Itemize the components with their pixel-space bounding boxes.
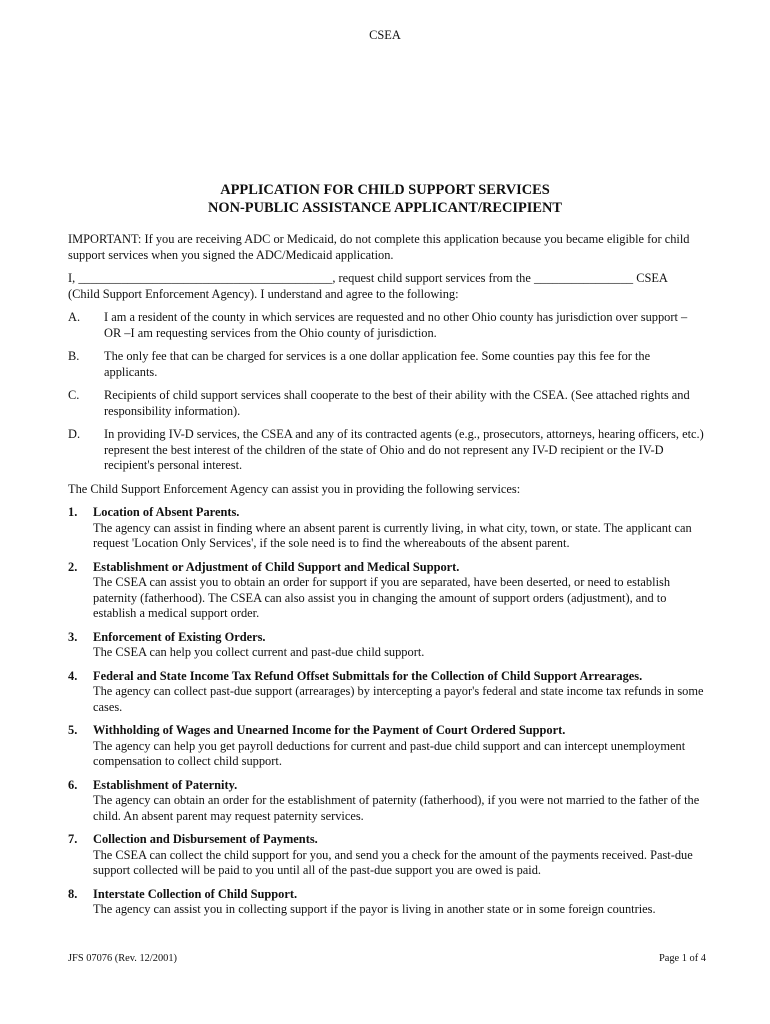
service-text: The agency can obtain an order for the establishment of paternity (fatherhood), if you were not married to the father of the child. An absent parent may request paternity services. — [93, 793, 700, 823]
service-item — [68, 669, 704, 716]
service-content — [93, 723, 704, 770]
service-text: The CSEA can help you collect current and past-due child support. — [93, 645, 425, 659]
condition-letter: A. — [68, 310, 81, 324]
request-line-2: (Child Support Enforcement Agency). I understand and agree to the following: — [68, 286, 459, 301]
services-intro: The Child Support Enforcement Agency can assist you in providing the following services: — [68, 481, 521, 496]
document-body — [68, 232, 704, 926]
service-heading: Enforcement of Existing Orders. — [93, 629, 266, 644]
condition-item — [68, 349, 704, 380]
service-heading: Establishment of Paternity. — [93, 777, 238, 792]
service-heading: Withholding of Wages and Unearned Income for the Payment of Court Ordered Support. — [93, 723, 566, 737]
service-heading: Location of Absent Parents. — [93, 505, 240, 519]
service-text: The agency can help you get payroll deductions for current and past-due child support and can intercept unemployment compensation to collect child support. — [93, 738, 686, 768]
condition-text: Recipients of child support services shall cooperate to the best of their ability with the CSEA. (See attached rights and responsibility information). — [104, 388, 690, 418]
service-content — [93, 669, 704, 716]
header-agency: CSEA — [369, 28, 401, 42]
condition-text: I am a resident of the county in which services are requested and no other Ohio county has jurisdiction over support – OR –I am requesting services from the Ohio county of jurisdiction. — [104, 310, 688, 340]
service-heading: Collection and Disbursement of Payments. — [93, 832, 318, 846]
condition-letter: C. — [68, 388, 80, 402]
service-item — [68, 887, 704, 918]
service-content — [93, 560, 704, 622]
service-number: 4. — [68, 668, 78, 683]
service-number: 3. — [68, 629, 78, 644]
service-text: The CSEA can collect the child support for you, and send you a check for the amount of the payments received. Past-due support collected will be paid to you until all of the past-due support you are owed is paid. — [93, 847, 693, 877]
title-line-2: NON-PUBLIC ASSISTANCE APPLICANT/RECIPIENT — [208, 200, 562, 216]
service-item — [68, 560, 704, 622]
service-content — [93, 887, 704, 918]
service-content — [93, 505, 704, 552]
service-number: 5. — [68, 723, 78, 737]
request-line-1: I, _________________________________________, request child support services from the ________________ CSEA — [68, 271, 668, 285]
title-line-1: APPLICATION FOR CHILD SUPPORT SERVICES — [220, 182, 550, 198]
service-content — [93, 832, 704, 879]
service-text: The agency can assist in finding where an absent parent is currently living, in what city, town, or state. The applicant can request 'Location Only Services', if the sole need is to find the whereabouts of the absent parent. — [93, 520, 692, 550]
service-number: 2. — [68, 559, 78, 574]
service-text: The CSEA can assist you to obtain an order for support if you are separated, have been deserted, or need to establish paternity (fatherhood). The CSEA can also assist you in changing the amount of support orders (adjustment), and to establish a medical support order. — [93, 575, 671, 620]
service-item — [68, 505, 704, 552]
service-item — [68, 723, 704, 770]
condition-letter: B. — [68, 349, 80, 363]
service-text: The agency can collect past-due support (arrearages) by intercepting a payor's federal and state income tax refunds in some cases. — [93, 684, 704, 714]
condition-letter: D. — [68, 427, 81, 441]
condition-item — [68, 310, 704, 341]
service-content — [93, 630, 704, 661]
document-title — [0, 181, 770, 217]
service-content — [93, 778, 704, 825]
footer-form-id: JFS 07076 (Rev. 12/2001) — [68, 953, 178, 964]
condition-text: In providing IV-D services, the CSEA and any of its contracted agents (e.g., prosecutors, attorneys, hearing officers, etc.) represent the best interest of the children of the state of Ohio and do not represent any IV-D recipient or the IV-D recipient's personal interest. — [104, 427, 704, 472]
service-item — [68, 832, 704, 879]
service-number: 1. — [68, 505, 78, 519]
service-heading: Establishment or Adjustment of Child Support and Medical Support. — [93, 559, 460, 574]
service-text: The agency can assist you in collecting support if the payor is living in another state or in some foreign countries. — [93, 902, 656, 916]
important-notice: IMPORTANT: If you are receiving ADC or Medicaid, do not complete this application because you became eligible for child support services when you signed the ADC/Medicaid application. — [68, 232, 690, 262]
service-number: 7. — [68, 832, 78, 846]
service-number: 8. — [68, 886, 78, 901]
request-statement — [68, 271, 704, 302]
service-item — [68, 778, 704, 825]
condition-item — [68, 427, 704, 474]
service-heading: Federal and State Income Tax Refund Offset Submittals for the Collection of Child Support Arrearages. — [93, 668, 643, 683]
footer-page-number: Page 1 of 4 — [658, 953, 706, 964]
condition-text: The only fee that can be charged for services is a one dollar application fee. Some counties pay this fee for the applicants. — [104, 349, 651, 379]
service-number: 6. — [68, 777, 78, 792]
service-item — [68, 630, 704, 661]
service-heading: Interstate Collection of Child Support. — [93, 886, 298, 901]
condition-item — [68, 388, 704, 419]
